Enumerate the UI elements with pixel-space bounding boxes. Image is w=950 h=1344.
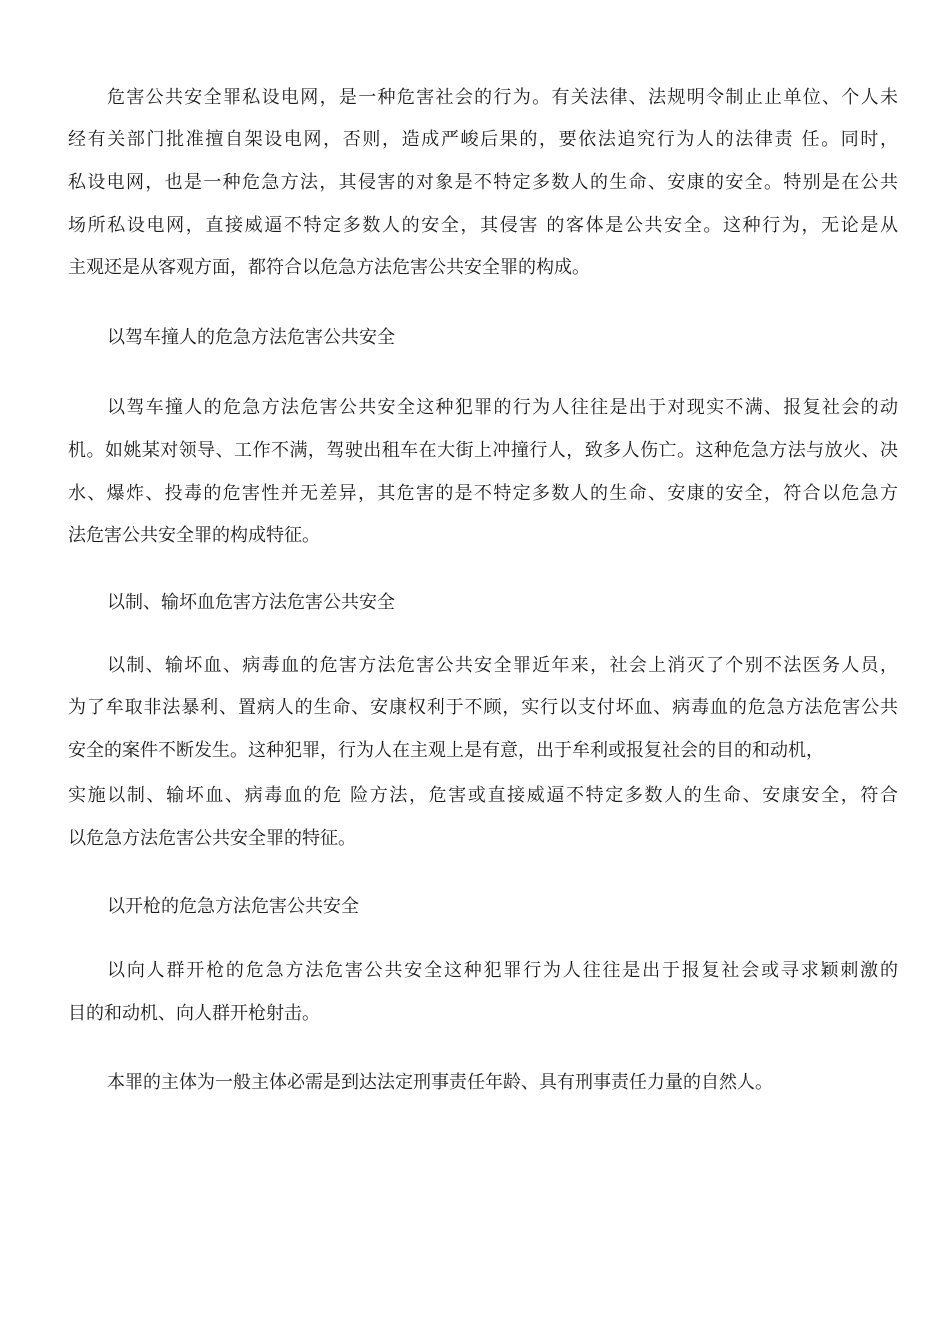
paragraph-2-line-4: 法危害公共安全罪的构成特征。 <box>68 525 320 546</box>
paragraph-4-line-2: 目的和动机、向人群开枪射击。 <box>68 1003 320 1024</box>
paragraph-4-line-1: 以向人群开枪的危急方法危害公共安全这种犯罪行为人往往是出于报复社会或寻求颖刺激的 <box>107 960 898 981</box>
paragraph-1-line-5: 主观还是从客观方面，都符合以危急方法危害公共安全罪的构成。 <box>68 257 590 278</box>
paragraph-2-line-2: 机。如姚某对领导、工作不满，驾驶出租车在大街上冲撞行人，致多人伤亡。这种危急方法与放火、决 <box>68 440 898 461</box>
paragraph-3-line-2: 为了牟取非法暴利、置病人的生命、安康权利于不顾，实行以支付坏血、病毒血的危急方法危害公共 <box>68 697 898 718</box>
paragraph-3-line-4: 实施以制、输坏血、病毒血的危 险方法，危害或直接威逼不特定多数人的生命、安康安全，符合 <box>68 785 898 806</box>
paragraph-3-line-3: 安全的案件不断发生。这种犯罪，行为人在主观上是有意，出于牟利或报复社会的目的和动机， <box>68 740 824 761</box>
section-heading-3: 以开枪的危急方法危害公共安全 <box>107 896 359 917</box>
paragraph-2-line-1: 以驾车撞人的危急方法危害公共安全这种犯罪的行为人往往是出于对现实不满、报复社会的动 <box>107 397 898 418</box>
paragraph-1-line-3: 私设电网，也是一种危急方法，其侵害的对象是不特定多数人的生命、安康的安全。特别是在公共 <box>68 172 898 193</box>
paragraph-5-line-1: 本罪的主体为一般主体必需是到达法定刑事责任年龄、具有刑事责任力量的自然人。 <box>107 1072 773 1093</box>
paragraph-3-line-5: 以危急方法危害公共安全罪的特征。 <box>68 828 356 849</box>
paragraph-2-line-3: 水、爆炸、投毒的危害性并无差异，其危害的是不特定多数人的生命、安康的安全，符合以危急方 <box>68 483 898 504</box>
paragraph-1-line-2: 经有关部门批准擅自架设电网，否则，造成严峻后果的，要依法追究行为人的法律责 任。同时， <box>68 129 898 150</box>
section-heading-1: 以驾车撞人的危急方法危害公共安全 <box>107 327 395 348</box>
section-heading-2: 以制、输坏血危害方法危害公共安全 <box>107 592 395 613</box>
paragraph-1-line-4: 场所私设电网，直接威逼不特定多数人的安全，其侵害 的客体是公共安全。这种行为，无论是从 <box>68 215 898 236</box>
paragraph-3-line-1: 以制、输坏血、病毒血的危害方法危害公共安全罪近年来，社会上消灭了个别不法医务人员， <box>107 655 898 676</box>
paragraph-1-line-1: 危害公共安全罪私设电网，是一种危害社会的行为。有关法律、法规明令制止止单位、个人未 <box>107 87 898 108</box>
